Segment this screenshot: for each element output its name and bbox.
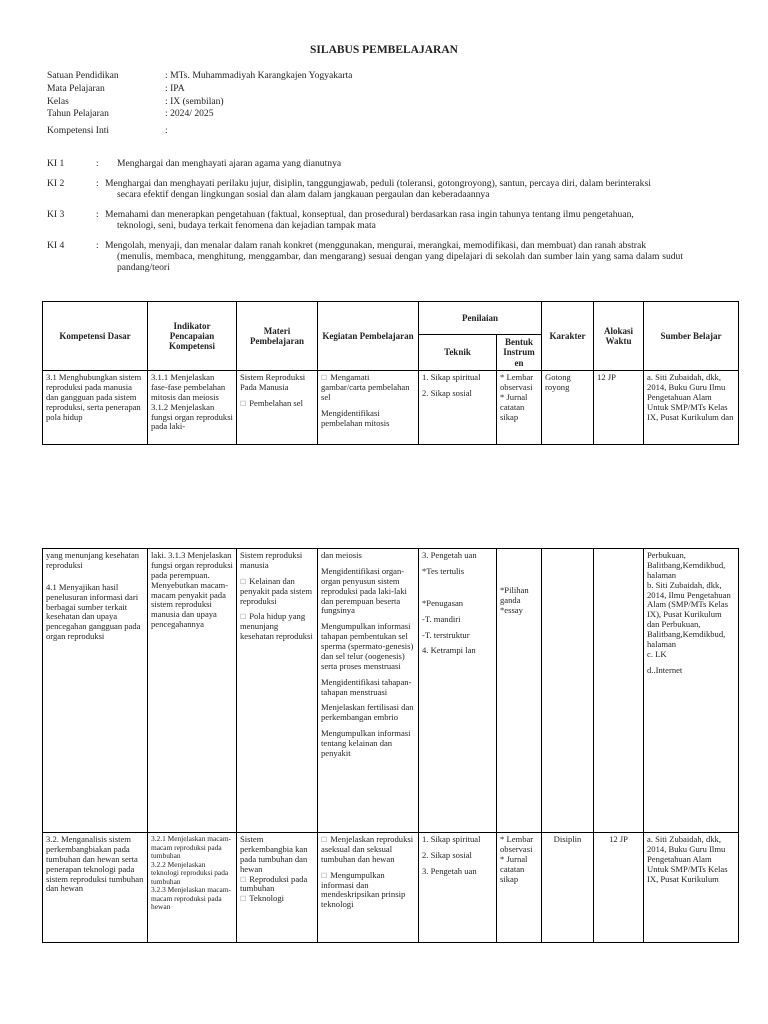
materi-item xyxy=(240,577,314,607)
info-value: : xyxy=(165,125,168,136)
ki-text-rest: (menulis, membaca, menghitung, menggambar, dan mengarang) sesuai dengan yang dipelajari di sekolah dan sumber lain yang sama dalam sudut pandang/teori xyxy=(117,251,683,274)
cell-materi xyxy=(237,371,318,445)
header-penilaian: Penilaian xyxy=(419,302,542,335)
materi-text: Kelainan dan penyakit pada sistem reproduksi xyxy=(240,575,313,606)
cell-teknik xyxy=(419,833,497,943)
ipk-item: 3.2.2 Menjelaskan teknologi reproduksi pada tumbuhan xyxy=(151,859,229,886)
teknik-item: 1. Sikap spiritual xyxy=(422,834,481,844)
info-value: : 2024/ 2025 xyxy=(165,108,214,119)
materi-item: Sistem Reproduksi Pada Manusia xyxy=(240,372,306,392)
cell-materi xyxy=(237,833,318,943)
cell-teknik xyxy=(419,371,497,445)
info-label: Mata Pelajaran xyxy=(47,83,105,94)
ki-text-first: Memahami dan menerapkan pengetahuan (faktual, konseptual, dan prosedural) berdasarkan rasa ingin tahunya tentang ilmu pengetahuan, xyxy=(105,209,634,220)
materi-item xyxy=(240,875,314,895)
kegiatan-item xyxy=(321,409,415,429)
sumber-item: c. LK xyxy=(647,648,667,659)
cell-kd xyxy=(43,371,148,445)
teknik-item: 3. Pengetah uan xyxy=(422,865,477,876)
kegiatan-item: Mengidentifikasi tahapan- tahapan menstruasi xyxy=(321,676,412,697)
cell-materi xyxy=(237,549,318,833)
info-value: : MTs. Muhammadiyah Karangkajen Yogyakarta xyxy=(165,70,353,81)
ki-text-rest: secara efektif dengan lingkungan sosial dan alam dalam jangkauan pergaulan dan keberadaannya xyxy=(117,189,490,201)
cell-kegiatan xyxy=(318,833,419,943)
bullet-icon: ☐ xyxy=(240,577,247,586)
ipk-item: 3.1.1 Menjelaskan fase-fase pembelahan mitosis dan meiosis xyxy=(151,372,226,402)
kegiatan-text: Mengumpulkan informasi dan mendeskripsikan prinsip teknologi xyxy=(321,869,406,910)
bullet-icon: ☐ xyxy=(240,399,247,408)
ki-colon: : xyxy=(96,240,99,251)
bentuk-item: * Jurnal catatan sikap xyxy=(500,391,528,422)
header-teknik: Teknik xyxy=(419,335,497,371)
cell-alokasi xyxy=(594,549,644,833)
header-kegiatan: Kegiatan Pembelajaran xyxy=(318,302,419,371)
cell-kegiatan xyxy=(318,371,419,445)
materi-text: Reproduksi pada tumbuhan xyxy=(240,873,308,894)
cell-bentuk xyxy=(497,549,542,833)
teknik-item: 1. Sikap spiritual xyxy=(422,372,481,383)
bentuk-item: *Pilihan ganda *essay xyxy=(500,585,529,615)
bullet-icon: ☐ xyxy=(321,836,328,844)
page-title: SILABUS PEMBELAJARAN xyxy=(310,44,458,56)
kegiatan-text: Menjelaskan reproduksi aseksual dan seksual tumbuhan dan hewan xyxy=(321,834,414,864)
bullet-icon: ☐ xyxy=(321,374,328,383)
cell-bentuk xyxy=(497,833,542,943)
ki-text xyxy=(105,240,683,273)
bentuk-item: * Lembar observasi xyxy=(500,372,534,392)
ki-code: KI 4 xyxy=(47,240,65,251)
cell-karakter: Disiplin xyxy=(542,833,594,943)
kegiatan-item: Menjelaskan fertilisasi dan perkembangan embrio xyxy=(321,702,414,723)
ki-colon: : xyxy=(96,178,99,189)
materi-item: Sistem reproduksi manusia xyxy=(240,550,303,570)
kegiatan-item xyxy=(321,373,415,403)
bentuk-item: * Lembar observasi xyxy=(500,834,534,854)
teknik-item: -T. mandiri xyxy=(422,613,461,624)
cell-kd xyxy=(43,549,148,833)
teknik-item: 3. Pengetah uan xyxy=(422,550,477,560)
cell-ipk xyxy=(148,833,237,943)
ipk-item: 3.2.1 Menjelaskan macam-macam reproduksi pada tumbuhan xyxy=(151,834,232,861)
materi-text: Teknologi xyxy=(249,893,285,904)
kegiatan-item xyxy=(321,871,415,911)
kegiatan-item: Mengidentifikasi organ-organ penyusun sistem reproduksi pada laki-laki dan perempuan beserta fungsinya xyxy=(321,565,407,616)
info-label: Tahun Pelajaran xyxy=(47,108,109,119)
ipk-item: 3.1.2 Menjelaskan fungsi organ reproduksi pada laki- xyxy=(151,401,233,432)
syllabus-table-part1 xyxy=(42,301,739,445)
kegiatan-item xyxy=(321,835,415,865)
ipk-item: 3.2.3 Menjelaskan macam-macam reproduksi pada hewan xyxy=(151,885,232,912)
kegiatan-item: Mengumpulkan informasi tentang kelainan dan penyakit xyxy=(321,728,411,758)
info-label: Kelas xyxy=(47,96,69,107)
ki-text xyxy=(105,178,683,200)
cell-alokasi: 12 JP xyxy=(594,371,644,445)
header-kompetensi-dasar: Kompetensi Dasar xyxy=(43,302,148,371)
materi-text: Pola hidup yang menunjang kesehatan reproduksi xyxy=(240,611,313,642)
materi-item xyxy=(240,894,314,904)
cell-kd: 3.2. Menganalisis sistem perkembangbiakan pada tumbuhan dan hewan serta penerapan teknologi pada sistem reproduksi tumbuhan dan hewan xyxy=(43,833,148,943)
sumber-item: b. Siti Zubaidah, dkk, 2014, Ilmu Pengetahuan Alam (SMP/MTs Kelas IX), Pusat Kurikulum dan Perbukuan, Balitbang,Kemdikbud, halaman xyxy=(647,579,731,649)
ki-text-first: Menghargai dan menghayati perilaku jujur, disiplin, tanggungjawab, peduli (toleransi, gotongroyong), santun, percaya diri, dalam berinteraksi xyxy=(105,178,651,189)
ki-text-first: Mengolah, menyaji, dan menalar dalam ranah konkret (menggunakan, mengurai, merangkai, memodifikasi, dan membuat) dan ranah abstrak xyxy=(105,240,647,251)
kd-text: 3.1 Menghubungkan sistem reproduksi pada manusia dan gangguan pada sistem reproduksi, serta penerapan pola hidup xyxy=(46,372,142,422)
ki-code: KI 2 xyxy=(47,178,65,189)
ki-text: Menghargai dan menghayati ajaran agama yang dianutnya xyxy=(117,158,342,169)
cell-sumber: a. Siti Zubaidah, dkk, 2014, Buku Guru Ilmu Pengetahuan Alam Untuk SMP/MTs Kelas IX, Pusat Kurikulum dan xyxy=(644,371,739,445)
cell-sumber xyxy=(644,549,739,833)
materi-text: Pembelahan sel xyxy=(249,397,303,408)
info-label: Kompetensi Inti xyxy=(47,125,110,136)
syllabus-table-part2 xyxy=(42,548,739,943)
kegiatan-text: Mengamati gambar/carta pembelahan sel xyxy=(321,372,410,402)
info-value: : IPA xyxy=(165,83,185,94)
cell-karakter: Gotong royong xyxy=(542,371,594,445)
cell-sumber: a. Siti Zubaidah, dkk, 2014, Buku Guru Ilmu Pengetahuan Alam Untuk SMP/MTs Kelas IX, Pusat Kurikulum xyxy=(644,833,739,943)
info-label: Satuan Pendidikan xyxy=(47,70,119,81)
cell-alokasi: 12 JP xyxy=(594,833,644,943)
kd-text: yang menunjang kesehatan reproduksi xyxy=(46,550,140,570)
header-materi: Materi Pembelajaran xyxy=(237,302,318,371)
materi-item xyxy=(240,612,314,642)
header-bentuk: Bentuk Instrum en xyxy=(497,335,542,371)
cell-kegiatan xyxy=(318,549,419,833)
materi-item xyxy=(240,399,314,409)
ki-colon: : xyxy=(96,209,99,220)
header-karakter: Karakter xyxy=(542,302,594,371)
teknik-item: 2. Sikap sosial xyxy=(422,849,472,860)
bentuk-item: * Jurnal catatan sikap xyxy=(500,853,528,884)
header-sumber: Sumber Belajar xyxy=(644,302,739,371)
teknik-item: *Tes tertulis xyxy=(422,565,465,576)
header-alokasi: Alokasi Waktu xyxy=(594,302,644,371)
kegiatan-text: Mengidentifikasi pembelahan mitosis xyxy=(321,407,390,428)
ki-text-rest: teknologi, seni, budaya terkait fenomena dan kejadian tampak mata xyxy=(117,220,376,232)
bullet-icon: ☐ xyxy=(240,613,247,622)
teknik-item: 2. Sikap sosial xyxy=(422,387,472,398)
bullet-icon: ☐ xyxy=(240,895,247,904)
info-value: : IX (sembilan) xyxy=(165,96,224,107)
teknik-item: *Penugasan xyxy=(422,597,464,608)
kd-text: 4.1 Menyajikan hasil penelusuran informasi dari berbagai sumber terkait kesehatan dan upaya pencegahan gangguan pada organ reproduksi xyxy=(46,581,141,642)
sumber-item: Perbukuan, Balitbang,Kemdikbud, halaman xyxy=(647,550,726,580)
ki-text xyxy=(105,209,683,231)
bullet-icon: ☐ xyxy=(240,875,247,884)
cell-bentuk xyxy=(497,371,542,445)
ki-code: KI 3 xyxy=(47,209,65,220)
cell-ipk: laki. 3.1.3 Menjelaskan fungsi organ reproduksi pada perempuan. Menyebutkan macam-macam penyakit pada sistem reproduksi manusia dan upaya pencegahannya xyxy=(148,549,237,833)
materi-item: Sistem perkembangbia kan pada tumbuhan dan hewan xyxy=(240,834,308,874)
cell-teknik xyxy=(419,549,497,833)
kegiatan-item: dan meiosis xyxy=(321,550,362,560)
bullet-icon: ☐ xyxy=(321,871,328,880)
ki-code: KI 1 xyxy=(47,158,65,169)
cell-karakter xyxy=(542,549,594,833)
teknik-item: -T. terstruktur xyxy=(422,629,470,640)
cell-ipk xyxy=(148,371,237,445)
sumber-item: d..Internet xyxy=(647,664,683,675)
header-indikator: Indikator Pencapaian Kompetensi xyxy=(148,302,237,371)
teknik-item: 4. Ketrampi lan xyxy=(422,645,476,656)
kegiatan-item: Mengumpulkan informasi tahapan pembentukan sel sperma (spermato-genesis) dan sel telur (oogenesis) serta proses menstruasi xyxy=(321,621,414,671)
ki-colon: : xyxy=(96,158,99,169)
